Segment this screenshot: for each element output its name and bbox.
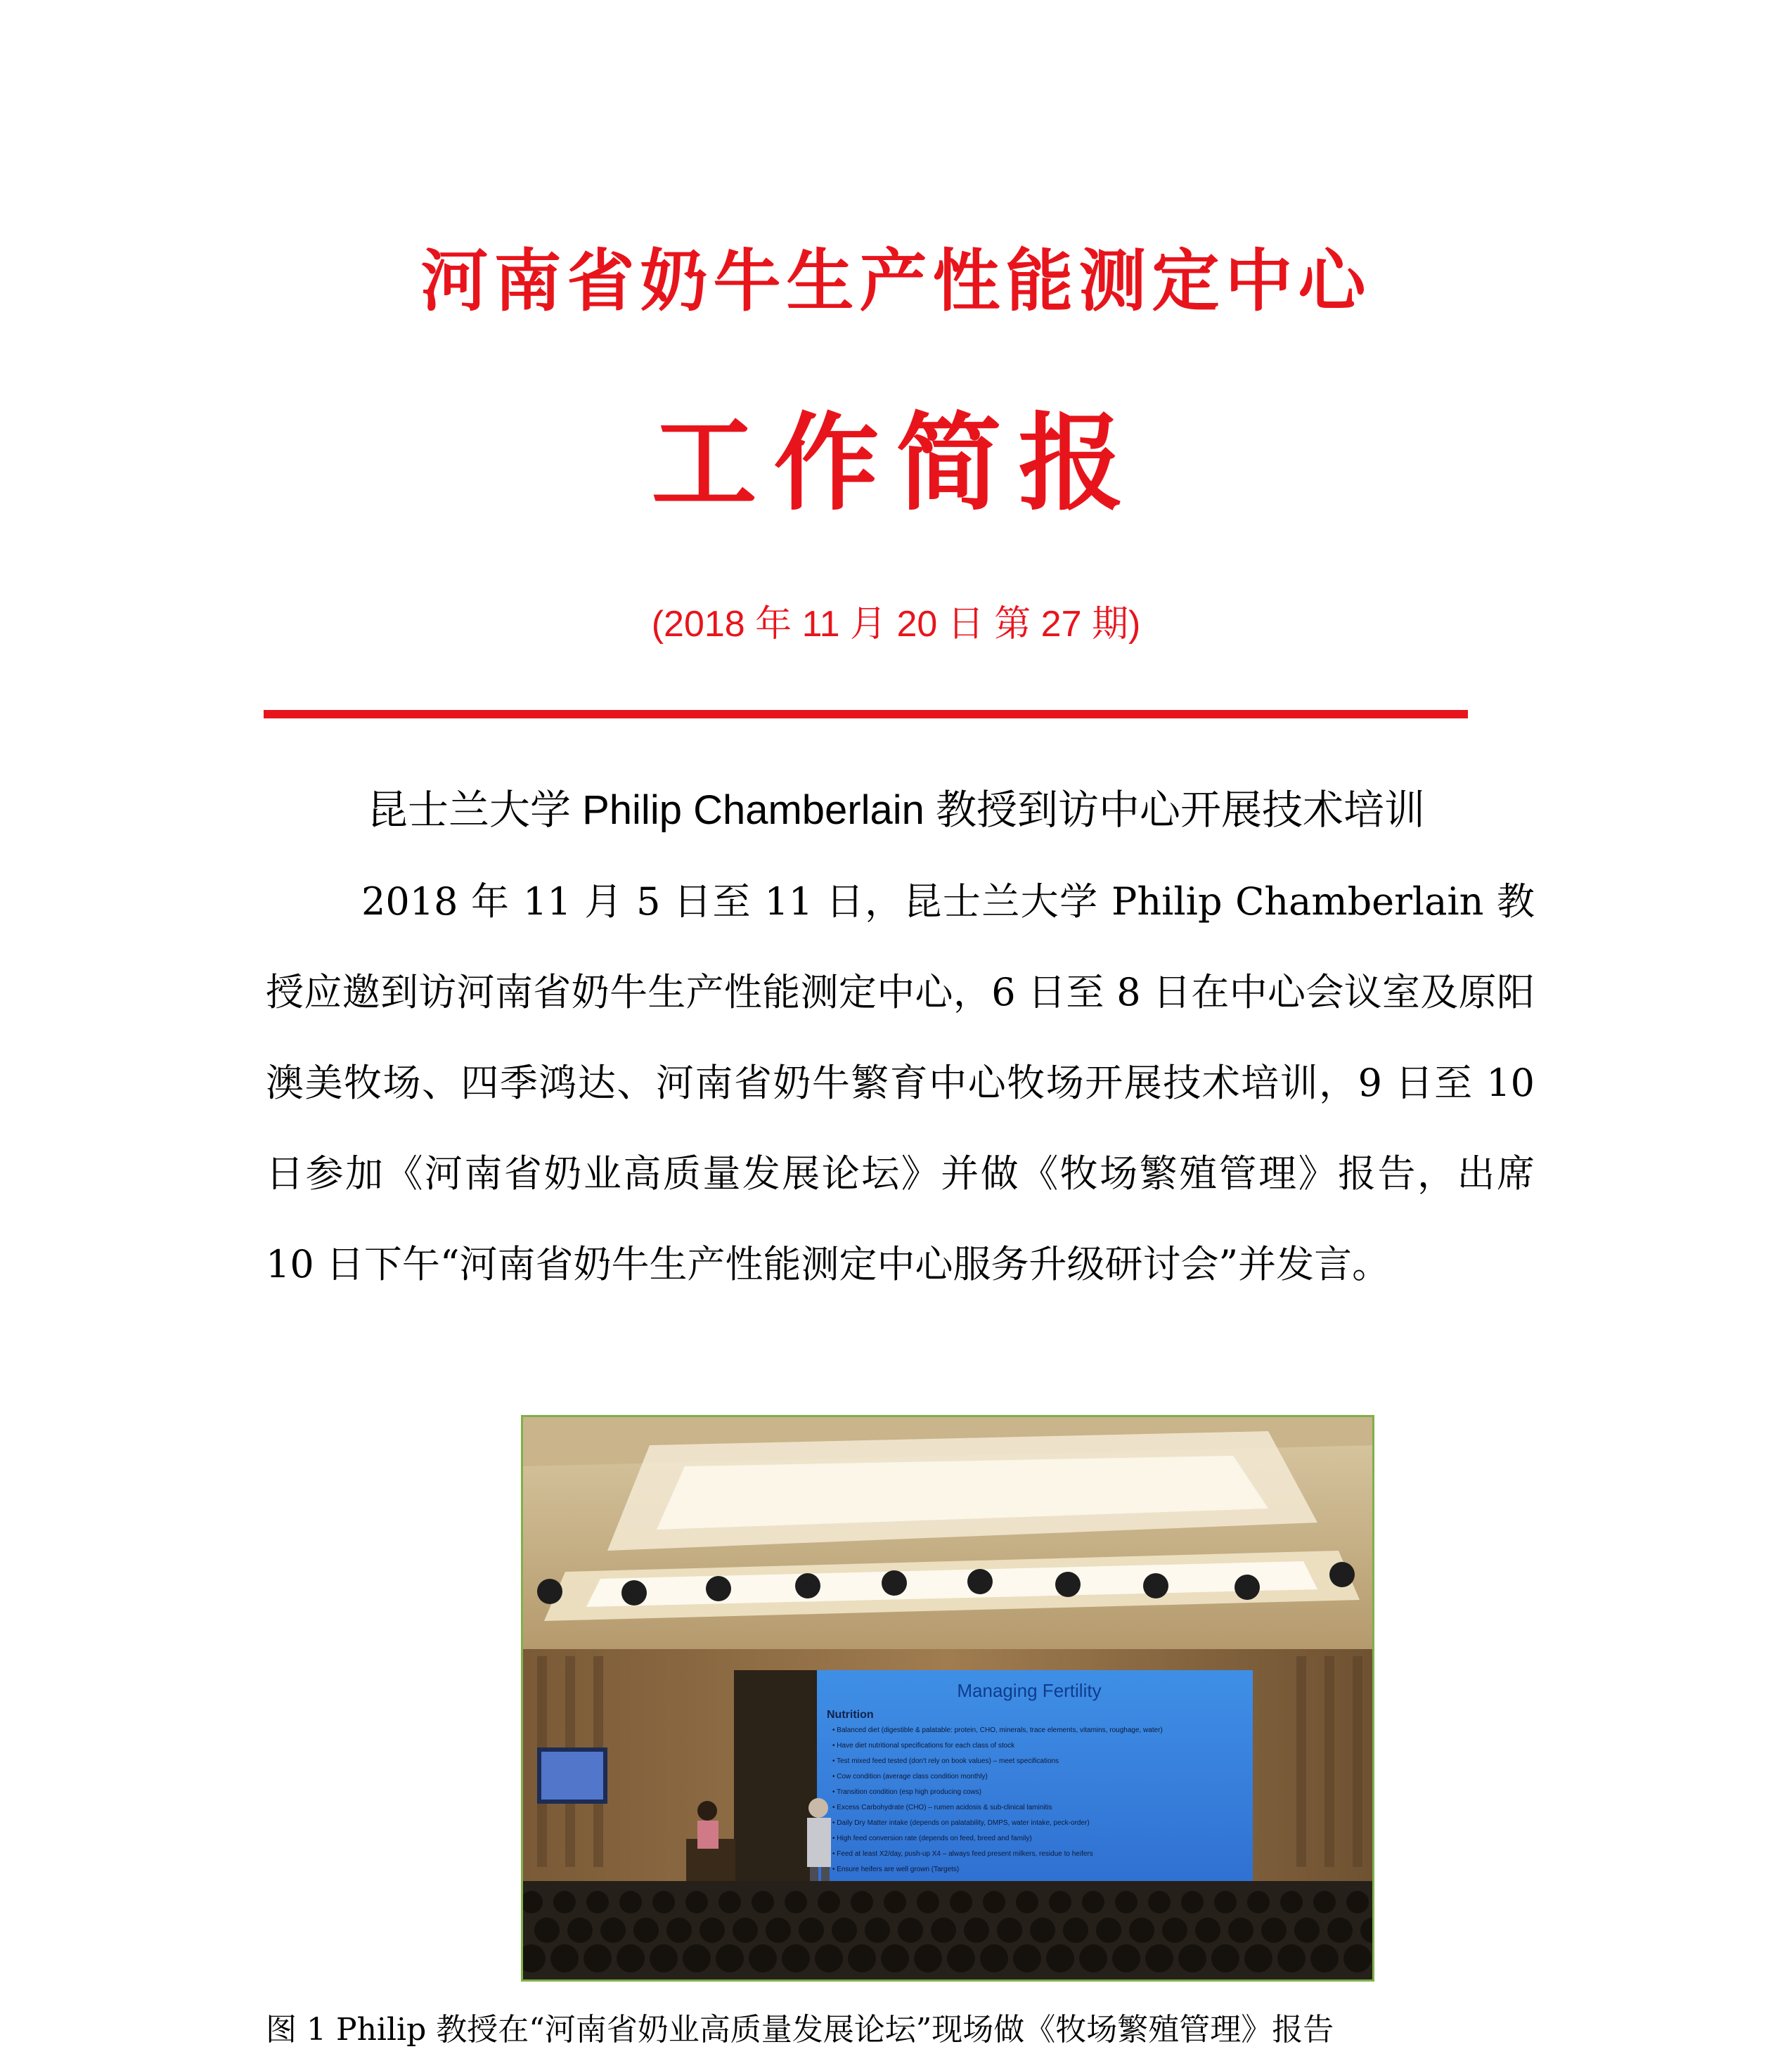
slide-bullet: • Excess Carbohydrate (CHO) – rumen acidosis & sub-clinical laminitis bbox=[832, 1804, 1052, 1811]
audience-head bbox=[534, 1918, 560, 1943]
header-divider bbox=[264, 710, 1468, 718]
audience-head bbox=[1277, 1944, 1306, 1972]
audience-head bbox=[1063, 1918, 1088, 1943]
audience-head bbox=[553, 1891, 576, 1913]
audience-head bbox=[718, 1891, 741, 1913]
figure-caption: 图 1 Philip 教授在“河南省奶业高质量发展论坛”现场做《牧场繁殖管理》报告 bbox=[266, 2012, 1334, 2048]
report-title: 工作简报 bbox=[651, 403, 1141, 525]
audience-head bbox=[1030, 1918, 1055, 1943]
audience-head bbox=[983, 1891, 1005, 1913]
audience-head bbox=[865, 1918, 890, 1943]
audience-head bbox=[1310, 1944, 1339, 1972]
audience-head bbox=[1280, 1891, 1303, 1913]
audience-head bbox=[550, 1944, 579, 1972]
audience-head bbox=[1327, 1918, 1353, 1943]
audience-head bbox=[917, 1891, 939, 1913]
audience-head bbox=[980, 1944, 1008, 1972]
audience-head bbox=[964, 1918, 989, 1943]
audience-head bbox=[1013, 1944, 1041, 1972]
audience-head bbox=[1129, 1918, 1154, 1943]
audience-head bbox=[898, 1918, 923, 1943]
audience-head bbox=[752, 1891, 774, 1913]
audience-head bbox=[947, 1944, 975, 1972]
audience-head bbox=[617, 1944, 645, 1972]
slide-bullet: • Balanced diet (digestible & palatable: protein, CHO, minerals, trace elements, vitamins, roughage, water) bbox=[832, 1726, 1163, 1734]
audience-head bbox=[586, 1891, 609, 1913]
audience-head bbox=[733, 1918, 758, 1943]
slide-bullet: • Test mixed feed tested (don't rely on book values) – meet specifications bbox=[832, 1757, 1059, 1765]
issue-date: (2018 年 11 月 20 日 第 27 期) bbox=[651, 604, 1141, 645]
audience-head bbox=[881, 1944, 909, 1972]
audience-head bbox=[1195, 1918, 1220, 1943]
audience-head bbox=[818, 1891, 840, 1913]
audience-head bbox=[766, 1918, 791, 1943]
audience-head bbox=[799, 1918, 824, 1943]
audience-head bbox=[584, 1944, 612, 1972]
audience-head bbox=[1096, 1918, 1121, 1943]
audience-head bbox=[1346, 1891, 1369, 1913]
audience-head bbox=[1178, 1944, 1206, 1972]
slide-bullet: • Cow condition (average class condition monthly) bbox=[832, 1773, 988, 1781]
audience-head bbox=[785, 1891, 807, 1913]
slide-bullet: • High feed conversion rate (depends on feed, breed and family) bbox=[832, 1835, 1032, 1842]
audience-head bbox=[1247, 1891, 1270, 1913]
audience-head bbox=[815, 1944, 843, 1972]
audience-head bbox=[884, 1891, 906, 1913]
slide-bullet: • Have diet nutritional specifications for each class of stock bbox=[832, 1742, 1015, 1750]
audience-head bbox=[1244, 1944, 1272, 1972]
audience-head bbox=[997, 1918, 1022, 1943]
audience-head bbox=[1148, 1891, 1171, 1913]
audience-head bbox=[1082, 1891, 1104, 1913]
audience-head bbox=[1016, 1891, 1038, 1913]
audience-head bbox=[1112, 1944, 1140, 1972]
audience-head bbox=[1115, 1891, 1137, 1913]
audience-head bbox=[1079, 1944, 1107, 1972]
audience-head bbox=[1145, 1944, 1173, 1972]
audience-head bbox=[1261, 1918, 1287, 1943]
article-headline: 昆士兰大学 Philip Chamberlain 教授到访中心开展技术培训 bbox=[366, 787, 1426, 833]
slide-bullet: • Daily Dry Matter intake (depends on palatability, DMPS, water intake, peck-order) bbox=[832, 1819, 1090, 1827]
audience-head bbox=[1046, 1944, 1074, 1972]
slide-bullet: • Feed at least X2/day, push-up X4 – always feed present milkers, residue to heifers bbox=[832, 1850, 1093, 1858]
audience-head bbox=[633, 1918, 659, 1943]
org-title: 河南省奶牛生产性能测定中心 bbox=[420, 242, 1372, 321]
audience-head bbox=[950, 1891, 972, 1913]
audience-head bbox=[1211, 1944, 1239, 1972]
slide-bullet: • Transition condition (esp high producing cows) bbox=[832, 1788, 981, 1796]
audience-head bbox=[600, 1918, 626, 1943]
audience-head bbox=[683, 1944, 711, 1972]
conference-photo bbox=[521, 1415, 1374, 1982]
projection-screen bbox=[817, 1670, 1253, 1895]
audience-head bbox=[832, 1918, 857, 1943]
article-body: 2018 年 11 月 5 日至 11 日，昆士兰大学 Philip Chamberlain 教授应邀到访河南省奶牛生产性能测定中心，6 日至 8 日在中心会议室及原阳澳美牧场、四季鸿达、河南省奶牛繁育中心牧场开展技术培训，9 日至 10 日参加《河南省奶业高质量发展论坛》并做《牧场繁殖管理》报告，出席 10 日下午“河南省奶牛生产性能测定中心服务升级研讨会”并发言。 bbox=[266, 879, 1535, 1286]
audience-head bbox=[848, 1944, 876, 1972]
audience-head bbox=[567, 1918, 593, 1943]
audience-head bbox=[619, 1891, 642, 1913]
audience-head bbox=[1162, 1918, 1187, 1943]
audience-head bbox=[1214, 1891, 1237, 1913]
audience-head bbox=[931, 1918, 956, 1943]
audience-head bbox=[1294, 1918, 1320, 1943]
audience-head bbox=[851, 1891, 873, 1913]
audience-head bbox=[749, 1944, 777, 1972]
slide-title: Managing Fertility bbox=[957, 1680, 1102, 1701]
audience-head bbox=[1228, 1918, 1253, 1943]
audience-head bbox=[700, 1918, 725, 1943]
audience-head bbox=[716, 1944, 744, 1972]
audience-head bbox=[650, 1944, 678, 1972]
audience-head bbox=[652, 1891, 675, 1913]
conference-photo-illustration bbox=[523, 1417, 1372, 1979]
slide-subtitle: Nutrition bbox=[827, 1709, 874, 1721]
audience-head bbox=[1181, 1891, 1204, 1913]
slide-bullet: • Ensure heifers are well grown (Targets) bbox=[832, 1866, 960, 1873]
audience-head bbox=[914, 1944, 942, 1972]
audience-head bbox=[1343, 1944, 1372, 1972]
audience-head bbox=[1313, 1891, 1336, 1913]
audience-head bbox=[1049, 1891, 1071, 1913]
audience-head bbox=[685, 1891, 708, 1913]
audience-head bbox=[666, 1918, 692, 1943]
audience-head bbox=[782, 1944, 810, 1972]
